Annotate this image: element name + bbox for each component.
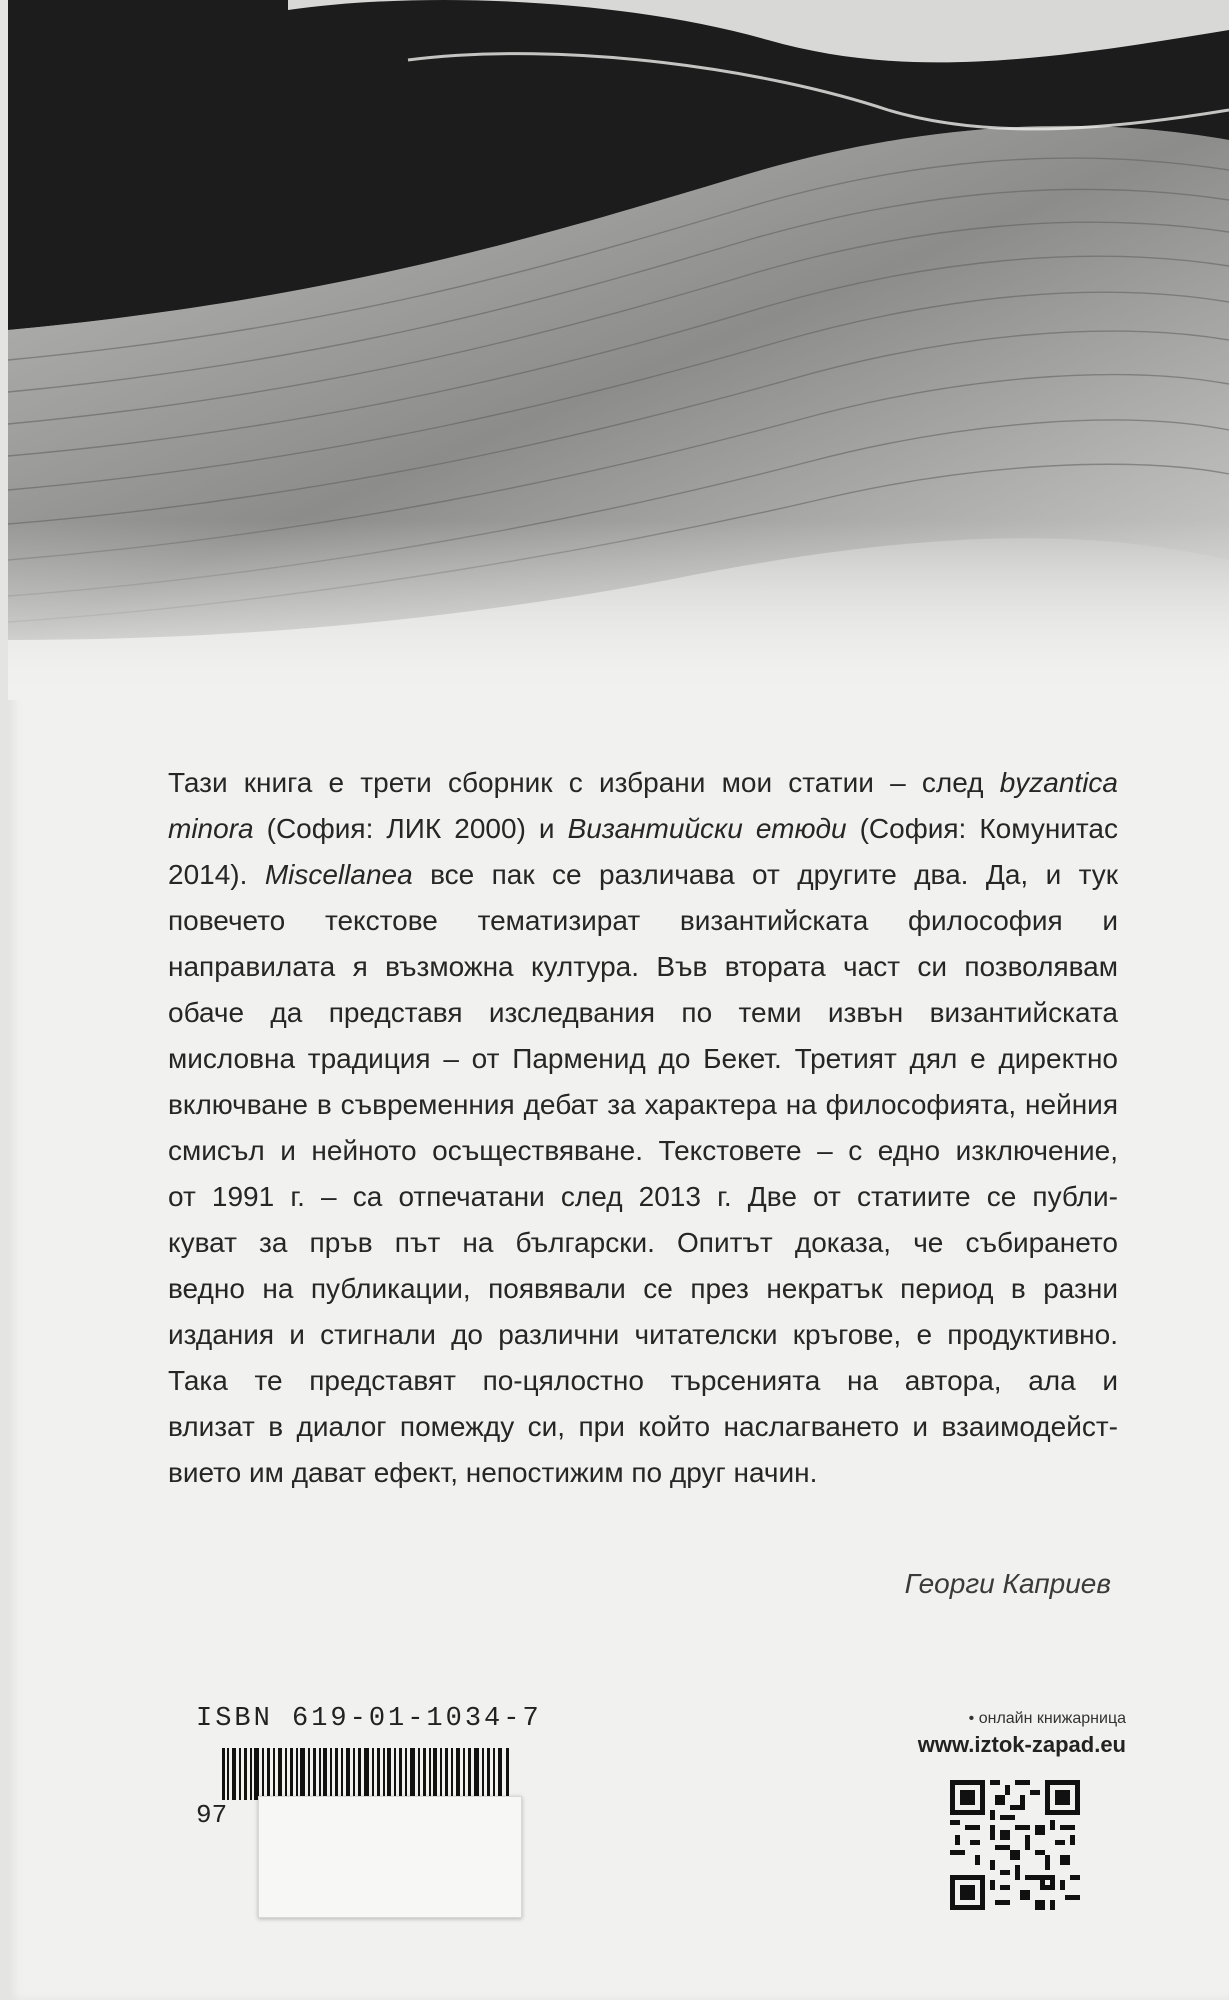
blurb-line: обаче да представя изследвания по теми извън византийската	[168, 997, 1118, 1028]
blurb-line: включване в съвременния дебат за характера на философията, нейния	[168, 1089, 1118, 1120]
blurb-line: повечето текстове тематизират византийската философия и	[168, 905, 1118, 936]
blurb-line: (София: ЛИК 2000) и	[266, 813, 568, 844]
blurb-line: вието им дават ефект, непостижим по друг начин.	[168, 1457, 818, 1488]
blurb-line: Така те представят по-цялостно търсенията на автора, ала и	[168, 1365, 1118, 1396]
blurb-italic: Miscellanea	[264, 859, 413, 890]
blurb-line: ведно на публикации, появявали се през некратък период в разни	[168, 1273, 1118, 1304]
ean-digits: 97	[196, 1800, 228, 1830]
blurb-line: смисъл и нейното осъществяване. Текстовете – с едно изключение,	[168, 1135, 1118, 1166]
author-signature: Георги Каприев	[904, 1568, 1111, 1599]
qr-code-icon[interactable]	[950, 1780, 1080, 1910]
blurb-line: 2014).	[168, 859, 265, 890]
blurb-line: направилата я възможна култура. Във втората част си позволявам	[168, 951, 1118, 982]
blurb-line: издания и стигнали до различни читателски кръгове, е продуктивно.	[168, 1319, 1118, 1350]
bookstore-label: • онлайн книжарница	[968, 1710, 1126, 1727]
bookstore-info	[896, 1710, 1126, 1758]
blurb-italic: minora	[168, 813, 254, 844]
isbn-number: ISBN 619-01-1034-7	[196, 1704, 542, 1734]
blurb-line: влизат в диалог помежду си, при който наслагването и взаимодейст-	[168, 1411, 1118, 1442]
blurb-italic: Византийски етюди	[567, 813, 847, 844]
blurb-line: от 1991 г. – са отпечатани след 2013 г. Две от статиите се публи-	[168, 1181, 1118, 1212]
blurb-line: мисловна традиция – от Парменид до Бекет. Третият дял е директно	[168, 1043, 1118, 1074]
cover-photo	[8, 0, 1229, 700]
bookstore-url[interactable]: www.iztok-zapad.eu	[917, 1732, 1126, 1757]
blurb-italic: byzantica	[999, 767, 1118, 798]
blurb-text	[168, 760, 1118, 1496]
barcode-icon	[222, 1748, 512, 1800]
blurb-line: Тази книга е трети сборник с избрани мои статии – след	[168, 767, 1000, 798]
blurb-line: куват за пръв път на български. Опитът доказа, че събирането	[168, 1227, 1118, 1258]
blurb-line: все пак се различава от другите два. Да, и тук	[430, 859, 1119, 890]
book-back-cover	[8, 0, 1229, 2000]
price-sticker	[258, 1796, 522, 1918]
blurb-line: (София: Комунитас	[859, 813, 1119, 844]
